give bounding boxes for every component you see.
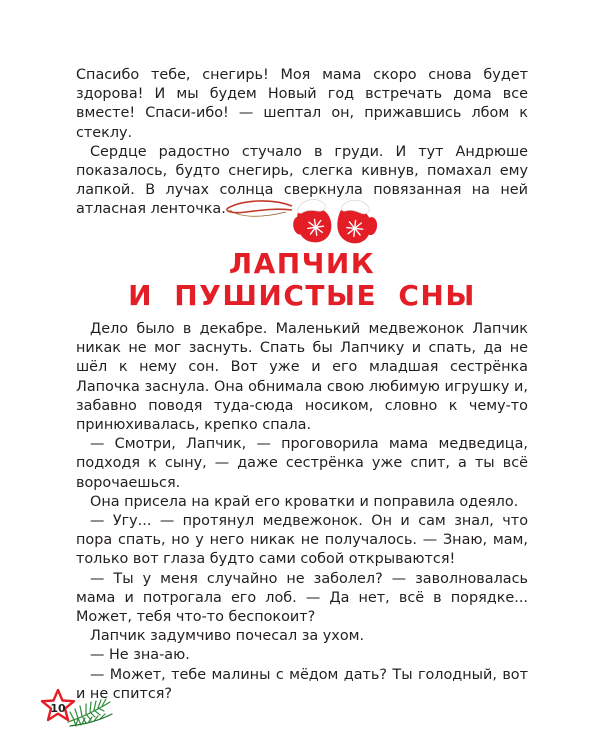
paragraph: Она присела на край его кроватки и поправила одеяло. bbox=[90, 493, 519, 510]
paragraph: — Ты у меня случайно не заболел? — заволновалась мама и потрогала его лоб. — Да нет, всё в порядке... Может, тебя что-то беспокоит? bbox=[76, 570, 528, 626]
story-title-line-2: И ПУШИСТЫЕ СНЫ bbox=[128, 279, 476, 312]
story-body bbox=[76, 320, 528, 704]
paragraph: Дело было в декабре. Маленький медвежонок Лапчик никак не мог заснуть. Спать бы Лапчику и спать, да не шёл к нему сон. Вот уже и его младшая сестрёнка Лапочка заснула. Она обнимала свою любимую игрушку и, забавно поводя туда-сюда носиком, словно к чему-то принюхивалась, крепко спала. bbox=[76, 321, 528, 434]
page-number: 10 bbox=[50, 702, 66, 715]
pine-branch-icon bbox=[68, 699, 112, 726]
paragraph: — Может, тебе малины с мёдом дать? Ты голодный, вот и не спится? bbox=[76, 666, 528, 702]
mittens-icon bbox=[222, 192, 382, 246]
paragraph: — Смотри, Лапчик, — проговорила мама медведица, подходя к сыну, — даже сестрёнка уже спит, а ты всё ворочаешься. bbox=[76, 436, 528, 491]
paragraph: Сердце радостно стучало в груди. И тут Андрюше показалось, будто снегирь, слегка кивнув, помахал ему лапкой. В лучах солнца сверкнула повязанная на ней атласная ленточка. bbox=[76, 143, 528, 218]
paragraph: — Угу... — протянул медвежонок. Он и сам знал, что пора спать, но у него никак не получалось. — Знаю, мам, только вот глаза будто сами собой открываются! bbox=[76, 513, 528, 568]
paragraph: Спасибо тебе, снегирь! Моя мама скоро снова будет здорова! И мы будем Новый год встречать дома все вместе! Спаси-ибо! — шептал он, прижавшись лбом к стеклу. bbox=[76, 67, 528, 141]
page-number-badge bbox=[40, 688, 118, 728]
paragraph: — Не зна-аю. bbox=[90, 647, 190, 664]
paragraph: Лапчик задумчиво почесал за ухом. bbox=[90, 628, 365, 645]
story-title-line-1: ЛАПЧИК bbox=[228, 247, 376, 280]
